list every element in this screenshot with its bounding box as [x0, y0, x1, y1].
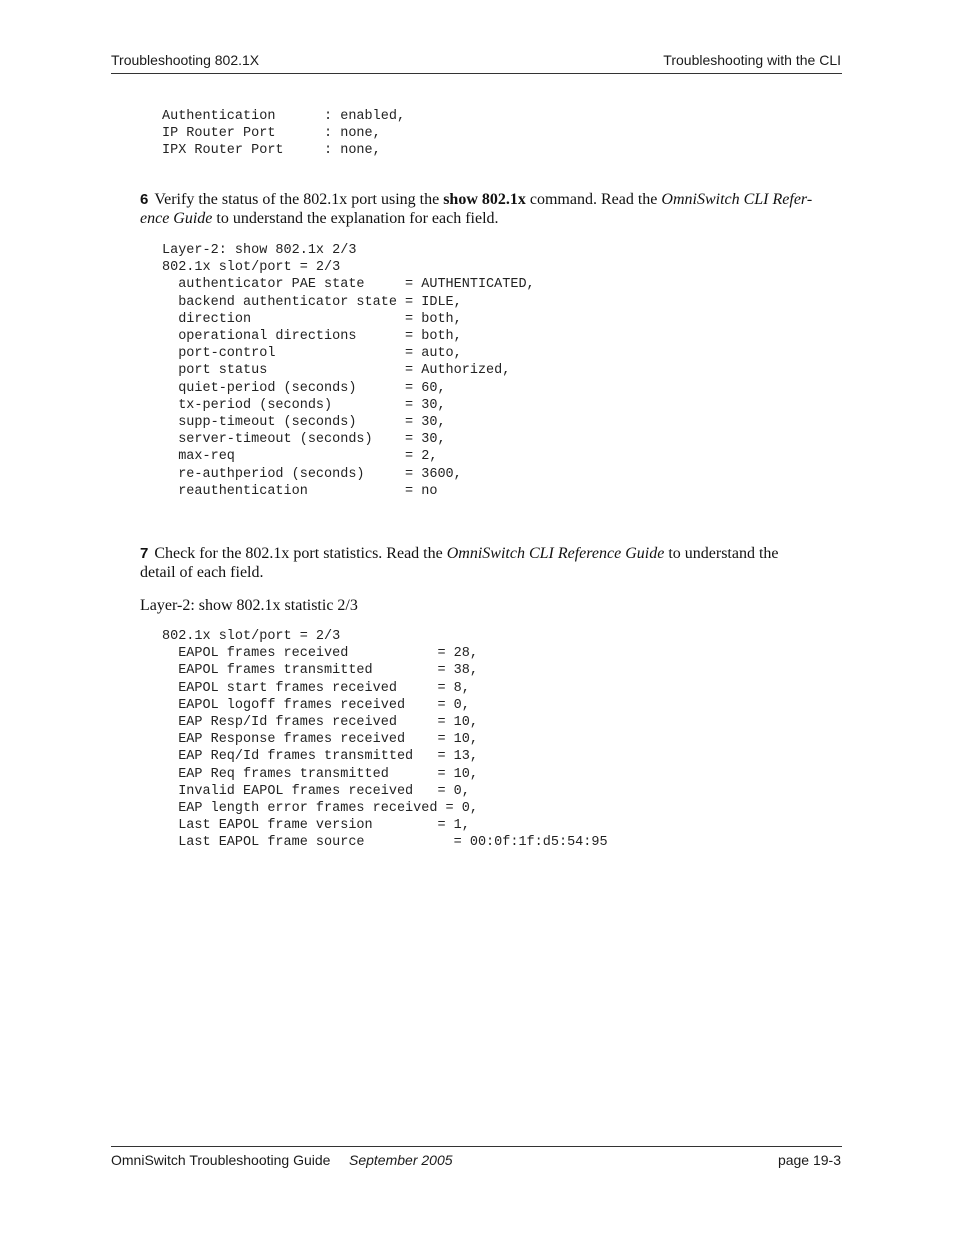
step-7-paragraph: [140, 544, 840, 582]
step-7-text-after: to understand the: [664, 545, 779, 562]
footer-rule: [111, 1146, 842, 1147]
code-block-show-802-1x: Layer-2: show 802.1x 2/3 802.1x slot/port = 2/3 authenticator PAE state = AUTHENTICATED, backend authenticator state = IDLE, direction = both, operational directions = both, port-control = auto, port status = Authorized, quiet-period (seconds) = 60, tx-period (seconds) = 30, supp-timeout (seconds) = 30, server-timeout (seconds) = 30, max-req = 2, re-authperiod (seconds) = 3600, reauthentication = no: [162, 243, 535, 499]
step-7-text: Check for the 802.1x port statistics. Read the: [154, 545, 447, 562]
step-6-text: Verify the status of the 802.1x port using the: [154, 191, 444, 208]
guide-reference: OmniSwitch CLI Reference Guide: [446, 545, 665, 562]
footer-guide-title: OmniSwitch Troubleshooting Guide: [111, 1152, 331, 1168]
code-block-interface-status: Authentication : enabled, IP Router Port : none, IPX Router Port : none,: [162, 109, 406, 159]
step-6-text-middle: command. Read the: [525, 191, 662, 208]
step-7-text-line2: detail of each field.: [140, 564, 264, 581]
step-6-paragraph: [140, 190, 840, 228]
guide-reference: OmniSwitch CLI Refer-: [661, 191, 813, 208]
guide-reference-cont: ence Guide: [140, 210, 213, 227]
code-block-statistics: 802.1x slot/port = 2/3 EAPOL frames received = 28, EAPOL frames transmitted = 38, EAPOL start frames received = 8, EAPOL logoff frames received = 0, EAP Resp/Id frames received = 10, EAP Response frames received = 10, EAP Req/Id frames transmitted = 13, EAP Req frames transmitted = 10, Invalid EAPOL frames received = 0, EAP length error frames received = 0, Last EAPOL frame version = 1, Last EAPOL frame source = 00:0f:1f:d5:54:95: [162, 629, 608, 851]
header-rule: [111, 73, 842, 74]
step-7-number: 7: [140, 545, 149, 562]
step-6-text-after: to understand the explanation for each field.: [212, 210, 499, 227]
footer-date: September 2005: [349, 1152, 453, 1168]
show-command: show 802.1x: [443, 191, 526, 208]
footer-page-number: page 19-3: [777, 1152, 841, 1168]
step-6-number: 6: [140, 191, 149, 208]
header-left-title: Troubleshooting 802.1X: [111, 52, 260, 68]
header-right-title: Troubleshooting with the CLI: [663, 52, 841, 68]
statistic-command-line: Layer-2: show 802.1x statistic 2/3: [140, 597, 358, 614]
